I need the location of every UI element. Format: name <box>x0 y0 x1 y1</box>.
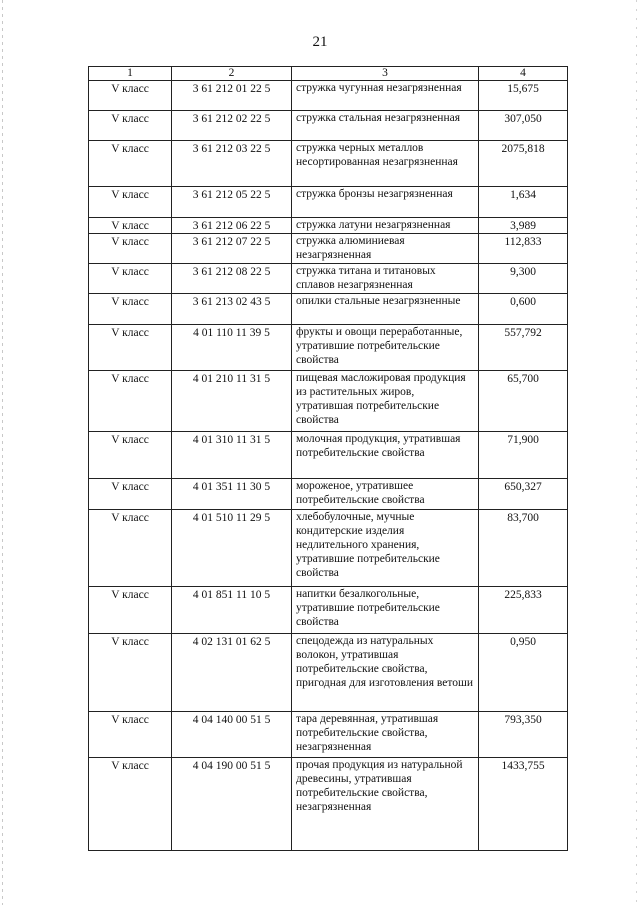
waste-code-cell: 3 61 212 02 22 5 <box>172 111 292 141</box>
table-row <box>89 294 568 325</box>
amount-cell: 3,989 <box>479 218 568 234</box>
hazard-class-cell: V класс <box>89 294 172 325</box>
amount-cell: 65,700 <box>479 371 568 432</box>
amount-cell: 557,792 <box>479 325 568 371</box>
table-row <box>89 111 568 141</box>
hazard-class-cell: V класс <box>89 264 172 294</box>
waste-code-cell: 4 01 351 11 30 5 <box>172 479 292 510</box>
column-header: 4 <box>479 67 568 81</box>
table-row <box>89 234 568 264</box>
waste-code-cell: 3 61 212 07 22 5 <box>172 234 292 264</box>
scan-edge-right <box>636 0 637 905</box>
table-row <box>89 587 568 634</box>
column-header: 3 <box>292 67 479 81</box>
waste-table <box>88 66 568 851</box>
waste-name-cell: хлебобулочные, мучные кондитерские изделия недлительного хранения, утратившие потребительские свойства <box>292 510 479 587</box>
waste-name-cell: мороженое, утратившее потребительские свойства <box>292 479 479 510</box>
hazard-class-cell: V класс <box>89 187 172 218</box>
table-row <box>89 325 568 371</box>
table-row <box>89 141 568 187</box>
waste-name-cell: опилки стальные незагрязненные <box>292 294 479 325</box>
waste-code-cell: 3 61 212 05 22 5 <box>172 187 292 218</box>
page-number: 21 <box>312 34 328 50</box>
table-row <box>89 187 568 218</box>
hazard-class-cell: V класс <box>89 141 172 187</box>
amount-cell: 2075,818 <box>479 141 568 187</box>
amount-cell: 83,700 <box>479 510 568 587</box>
waste-code-cell: 3 61 212 01 22 5 <box>172 81 292 111</box>
waste-name-cell: спецодежда из натуральных волокон, утратившая потребительские свойства, пригодная для изготовления ветоши <box>292 634 479 712</box>
waste-name-cell: пищевая масложировая продукция из растительных жиров, утратившая потребительские свойства <box>292 371 479 432</box>
amount-cell: 1433,755 <box>479 758 568 851</box>
waste-name-cell: молочная продукция, утратившая потребительские свойства <box>292 432 479 479</box>
amount-cell: 0,950 <box>479 634 568 712</box>
hazard-class-cell: V класс <box>89 634 172 712</box>
hazard-class-cell: V класс <box>89 325 172 371</box>
table-row <box>89 81 568 111</box>
amount-cell: 71,900 <box>479 432 568 479</box>
hazard-class-cell: V класс <box>89 111 172 141</box>
amount-cell: 15,675 <box>479 81 568 111</box>
table-row <box>89 264 568 294</box>
hazard-class-cell: V класс <box>89 587 172 634</box>
waste-code-cell: 4 04 190 00 51 5 <box>172 758 292 851</box>
hazard-class-cell: V класс <box>89 218 172 234</box>
waste-code-cell: 3 61 212 03 22 5 <box>172 141 292 187</box>
waste-name-cell: стружка стальная незагрязненная <box>292 111 479 141</box>
waste-name-cell: напитки безалкогольные, утратившие потребительские свойства <box>292 587 479 634</box>
waste-code-cell: 3 61 213 02 43 5 <box>172 294 292 325</box>
table-row <box>89 712 568 758</box>
table-row <box>89 758 568 851</box>
hazard-class-cell: V класс <box>89 758 172 851</box>
waste-code-cell: 3 61 212 06 22 5 <box>172 218 292 234</box>
waste-name-cell: стружка бронзы незагрязненная <box>292 187 479 218</box>
column-header: 2 <box>172 67 292 81</box>
table-row <box>89 371 568 432</box>
waste-name-cell: стружка титана и титановых сплавов незагрязненная <box>292 264 479 294</box>
amount-cell: 793,350 <box>479 712 568 758</box>
table-header-row <box>89 67 568 81</box>
amount-cell: 1,634 <box>479 187 568 218</box>
waste-code-cell: 4 01 210 11 31 5 <box>172 371 292 432</box>
hazard-class-cell: V класс <box>89 234 172 264</box>
amount-cell: 0,600 <box>479 294 568 325</box>
waste-code-cell: 4 02 131 01 62 5 <box>172 634 292 712</box>
amount-cell: 9,300 <box>479 264 568 294</box>
waste-code-cell: 4 01 310 11 31 5 <box>172 432 292 479</box>
table-row <box>89 432 568 479</box>
amount-cell: 225,833 <box>479 587 568 634</box>
table-row <box>89 510 568 587</box>
waste-name-cell: фрукты и овощи переработанные, утратившие потребительские свойства <box>292 325 479 371</box>
waste-code-cell: 4 01 851 11 10 5 <box>172 587 292 634</box>
waste-code-cell: 4 01 110 11 39 5 <box>172 325 292 371</box>
table-row <box>89 479 568 510</box>
waste-name-cell: стружка алюминиевая незагрязненная <box>292 234 479 264</box>
amount-cell: 307,050 <box>479 111 568 141</box>
waste-code-cell: 4 04 140 00 51 5 <box>172 712 292 758</box>
waste-name-cell: стружка чугунная незагрязненная <box>292 81 479 111</box>
column-header: 1 <box>89 67 172 81</box>
scan-edge-left <box>2 0 3 905</box>
amount-cell: 650,327 <box>479 479 568 510</box>
waste-code-cell: 4 01 510 11 29 5 <box>172 510 292 587</box>
table-row <box>89 218 568 234</box>
hazard-class-cell: V класс <box>89 81 172 111</box>
hazard-class-cell: V класс <box>89 712 172 758</box>
hazard-class-cell: V класс <box>89 479 172 510</box>
waste-code-cell: 3 61 212 08 22 5 <box>172 264 292 294</box>
waste-name-cell: стружка латуни незагрязненная <box>292 218 479 234</box>
waste-name-cell: прочая продукция из натуральной древесины, утратившая потребительские свойства, незагрязненная <box>292 758 479 851</box>
table-row <box>89 634 568 712</box>
hazard-class-cell: V класс <box>89 371 172 432</box>
waste-name-cell: стружка черных металлов несортированная незагрязненная <box>292 141 479 187</box>
amount-cell: 112,833 <box>479 234 568 264</box>
hazard-class-cell: V класс <box>89 432 172 479</box>
waste-name-cell: тара деревянная, утратившая потребительские свойства, незагрязненная <box>292 712 479 758</box>
hazard-class-cell: V класс <box>89 510 172 587</box>
